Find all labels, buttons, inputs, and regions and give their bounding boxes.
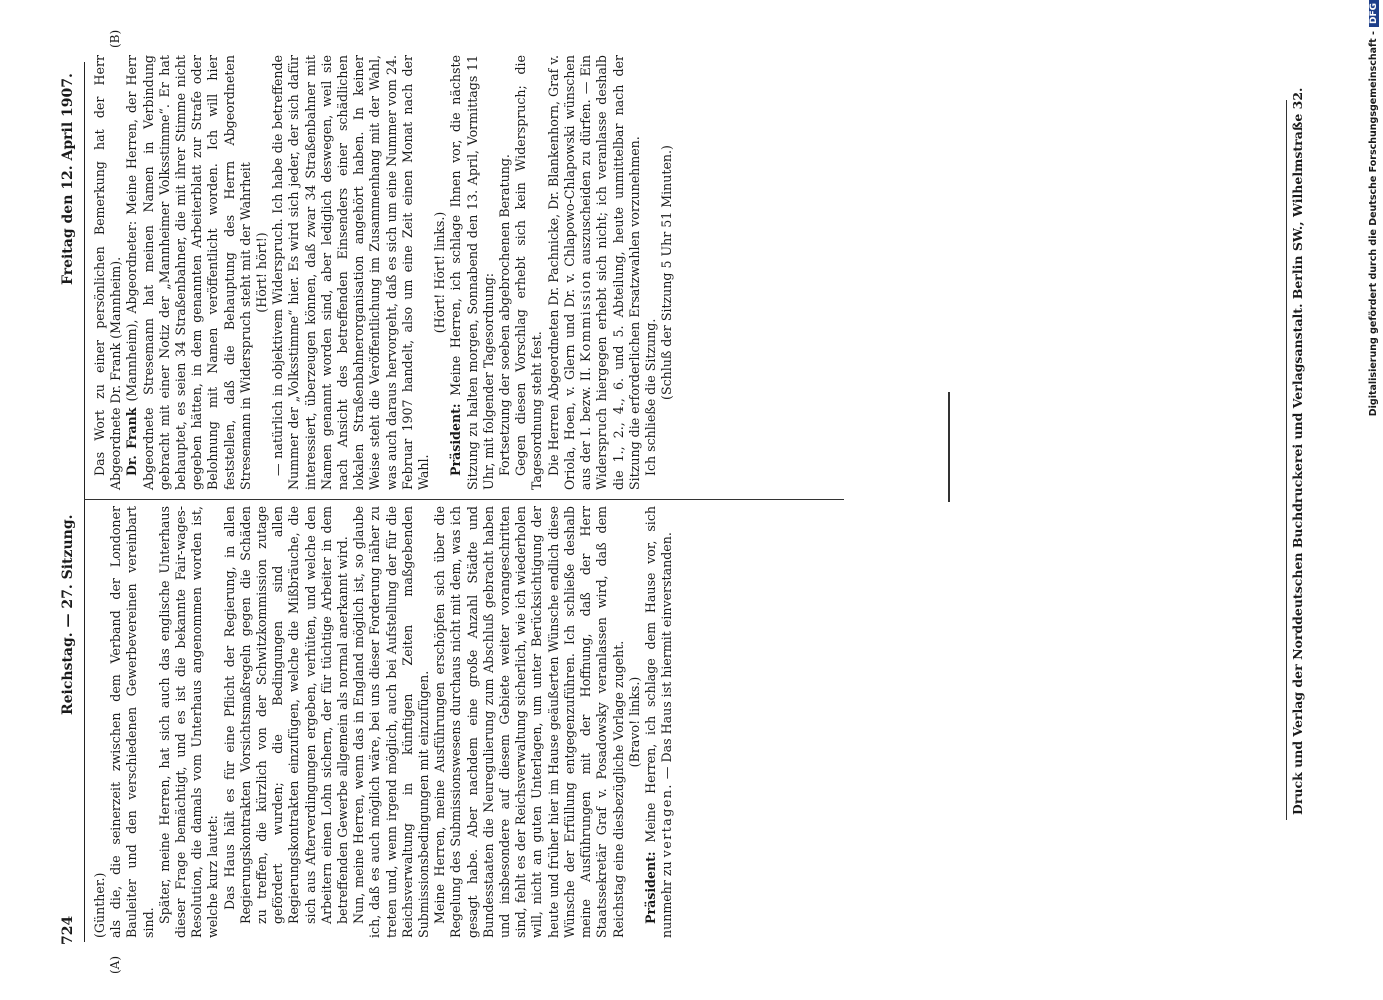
frank-statement: Dr. Frank (Mannheim), Abgeordneter: Meine Herren, der Herr Abgeordnete Stresemann hat meinen Namen in Verbindung gebracht mit einer Notiz der „Mannheimer Volksstimme“. Er hat behauptet, es seien 34 Straßenbahner, die mit ihrer Stimme nicht gegeben hätten, in dem genannten Arbeiterblatt zur Strafe oder Belohnung mit Namen veröffentlicht worden. Ich will hier feststellen, daß die Behauptung des Herrn Abgeordneten Stresemann in Widerspruch steht mit der Wahrheit [124, 55, 253, 490]
president-statement: Präsident: Meine Herren, ich schlage Ihnen vor, die nächste Sitzung zu halten morgen, Sonnabend den 13. April, Vormittags 11 Uhr, mit folgender Tagesordnung: [448, 55, 496, 490]
header-rule [84, 62, 85, 942]
speaker-label: Präsident: [642, 851, 658, 924]
left-column [92, 506, 675, 938]
session-closing: (Schluß der Sitzung 5 Uhr 51 Minuten.) [659, 145, 675, 400]
column-end-rule [948, 392, 950, 502]
president-statement: Präsident: Meine Herren, ich schlage dem Hause vor, sich nunmehr zu vertagen. — Das Haus ist hiermit einverstanden. [642, 506, 675, 938]
interjection: (Bravo! links.) [626, 676, 642, 768]
speaker-label: Dr. Frank [124, 407, 140, 476]
paragraph: als die, die seinerzeit zwischen dem Verband der Londoner Bauleiter und den verschiedenen Gewerbevereinen vereinbart sind. [108, 506, 156, 938]
quoted-resolution: Das Haus hält es für eine Pflicht der Regierung, in allen Regierungskontrakten Vorsichtsmaßregeln gegen die Schäden zu treffen, die kürzlich von der Schwitzkommission zutage gefördert wurden; die Bedingungen sind allen Regierungskontrakten einzufügen, welche die Mißbräuche, die sich aus Afterverdingungen ergeben, verhüten, und welche den Arbeitern einen Lohn sichern, der für tüchtige Arbeiter in dem betreffenden Gewerbe allgemein als normal anerkannt wird. [221, 506, 351, 924]
paragraph: Die Herren Abgeordneten Dr. Pachnicke, Dr. Blankenhorn, Graf v. Oriola, Hoen, v. Glern und Dr. v. Chlapowo-Chlapowski wünschen aus der I. bezw. II. Kommission auszuscheiden zu dürfen. — Ein Widerspruch hiergegen erhebt sich nicht; ich veranlasse deshalb die 1., 2., 4., 6. und 5. Abteilung, heute unmittelbar nach der Sitzung die erforderlichen Ersatzwahlen vorzunehmen. [545, 55, 642, 490]
digitization-notice: Digitalisierung gefördert durch die Deutsche Forschungsgemeinschaft -DFG [1368, 0, 1379, 960]
paragraph: Ich schließe die Sitzung. [642, 318, 658, 476]
agenda-item: Fortsetzung der soeben abgebrochenen Beratung. [497, 154, 513, 476]
margin-marker-b: (B) [108, 29, 122, 48]
paragraph: Das Wort zu einer persönlichen Bemerkung hat der Herr Abgeordnete Dr. Frank (Mannheim). [92, 55, 124, 490]
paragraph: Nun, meine Herren, wenn das in England möglich ist, so glaube ich, daß es auch möglich wäre, bei uns dieser Forderung näher zu treten und, wenn irgend möglich, auch bei Aufstellung der für die Reichsverwaltung in künftigen Zeiten maßgebenden Submissionsbedingungen mit einzufügen. [351, 506, 432, 938]
session-date: Freitag den 12. April 1907. [60, 73, 76, 285]
interjection: (Hört! hört!) [254, 232, 270, 313]
paragraph: Später, meine Herren, hat sich auch das englische Unterhaus dieser Frage bemächtigt, und es ist die bekannte Fair-wages-Resolution, die damals vom Unterhaus angenommen worden ist, welche kurz lautet: [156, 506, 221, 938]
page-number: 724 [60, 915, 76, 945]
running-header [60, 55, 82, 945]
printer-imprint: Druck und Verlag der Norddeutschen Buchdruckerei und Verlagsanstalt. Berlin SW., Wilhelmstraße 32. [1290, 87, 1305, 815]
session-title: Reichstag. — 27. Sitzung. [60, 514, 76, 715]
paragraph: Gegen diesen Vorschlag erhebt sich kein Widerspruch; die Tagesordnung steht fest. [513, 55, 545, 490]
paragraph: Meine Herren, meine Ausführungen erschöpfen sich über die Regelung des Submissionswesens durchaus nicht mit dem, was ich gesagt habe. Aber nachdem eine große Anzahl Städte und Bundesstaaten die Neuregulierung zum Abschluß gebracht haben und insbesondere auf diesem Gebiete weiter vorangeschritten sind, fehlt es der Reichsverwaltung sicherlich, wie ich wiederholen will, nicht an guten Unterlagen, um unter Berücksichtigung der heute und früher hier im Hause geäußerten Wünsche endlich diese Wünsche der Erfüllung entgegenzuführen. Ich schließe deshalb meine Ausführungen mit der Hoffnung, daß der Herr Staatssekretär Graf v. Posadowsky veranlassen wird, daß dem Reichstag eine diesbezügliche Vorlage zugeht. [432, 506, 626, 938]
speaker-label: Präsident: [448, 403, 464, 476]
paragraph: — natürlich in objektivem Widerspruch. Ich habe die betreffende Nummer der „Volksstimme“ hier. Es wird sich jeder, der sich dafür interessiert, überzeugen können, daß zwar 34 Straßenbahner mit Namen genannt worden sind, aber lediglich deswegen, weil sie nach Ansicht des betreffenden Einsenders einer schädlichen lokalen Straßenbahnerorganisation angehört haben. In keiner Weise steht die Veröffentlichung im Zusammenhang mit der Wahl, was auch daraus hervorgeht, daß es sich um eine Nummer vom 24. Februar 1907 handelt, also um eine Zeit einen Monat nach der Wahl. [270, 55, 432, 490]
speaker-tag: (Günther.) [92, 872, 107, 938]
column-divider [84, 499, 844, 500]
spaced-word: Kommission [578, 269, 594, 362]
interjection: (Hört! Hört! links.) [432, 211, 448, 334]
margin-marker-a: (A) [108, 955, 122, 974]
right-column [92, 55, 675, 490]
spaced-word: vertagen. [659, 783, 675, 858]
dfg-badge: DFG [1369, 0, 1379, 27]
footer-rule [1286, 100, 1287, 820]
